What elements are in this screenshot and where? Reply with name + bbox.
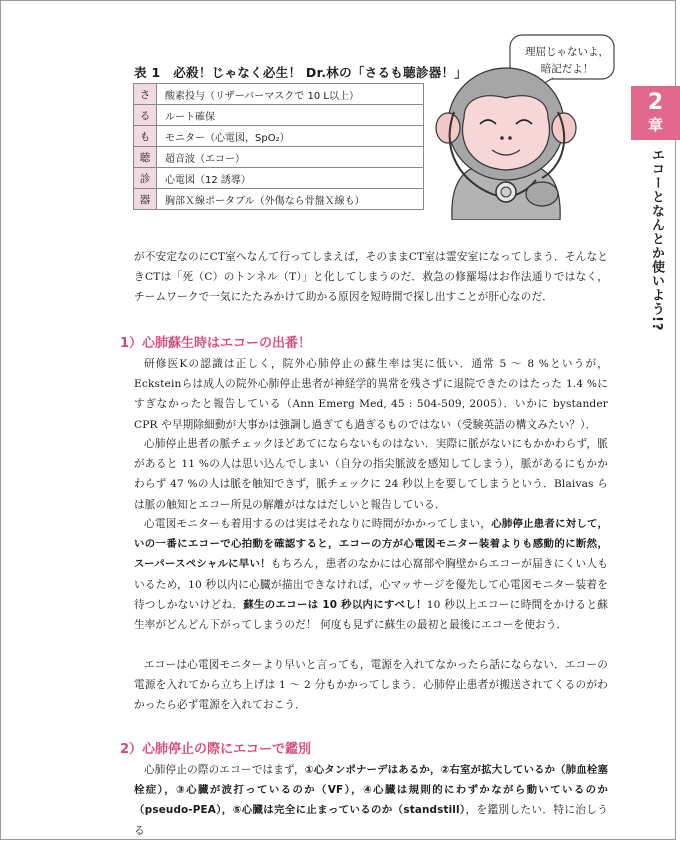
row-key: る	[134, 105, 157, 126]
chapter-number-box	[631, 86, 680, 140]
section1-heading: 1）心肺蘇生時はエコーの出番！	[120, 336, 312, 351]
p3-text-c: もちろん，患者のなかには心窩部や胸壁からエコーが届きにくい人もいるため，10 秒以内に心臓が描出できなければ，心マッサージを優先して心電図モニター装着を待つしかないけどね．	[134, 558, 608, 611]
bubble-line-2: 暗記だよ！	[540, 63, 594, 75]
monkey-doctor-illustration	[432, 62, 580, 220]
section2-heading: 2）心肺停止の際にエコーで鑑別	[120, 742, 312, 757]
row-value: 超音波（エコー）	[157, 147, 424, 168]
bubble-line-1: 理屈じゃないよ，	[525, 46, 609, 58]
table-row	[134, 147, 424, 168]
p3-text-e: 10 秒以上エコーに時間をかけると蘇生率がどんどん下がってしまうのだ！ 何度も見ずに蘇生の最初と最後にエコーを使おう．	[134, 598, 609, 632]
section1-paragraph-4: エコーは心電図モニターより早いと言っても，電源を入れてなかったら話にならない．エコーの電源を入れてから立ち上げは 1 〜 2 分もかかってしまう．心肺停止患者が搬送されてくるのがわかったら必ず電源を入れておこう．	[134, 659, 608, 712]
row-key: 聴	[134, 147, 157, 168]
section1-paragraph-2: 心肺停止患者の脈チェックほどあてにならないものはない．実際に脈がないにもかかわらず，脈があると 11 %の人は思い込んでしまい（自分の指尖脈波を感知してしまう），脈があるにもかかわらず 47 %の人は脈を触知できず，脈チェックに 24 秒以上を要してしまうという．Blaivas らは脈の触知とエコー所見の解離がはなはだしいと報告している．	[134, 438, 608, 511]
s2-bold-b: ①心タンポナーデはあるか，②右室が拡大しているか（肺血栓塞栓症），③心臓が波打っているのか（VF），④心臓は規則的にわずかながら動いているのか（pseudo-PEA），⑤心臓は完全に止まっているのか（standstill）	[134, 764, 608, 817]
chapter-label: 章	[647, 116, 663, 134]
row-key: さ	[134, 84, 157, 105]
row-key: も	[134, 126, 157, 147]
s2-text-a: 心肺停止の際のエコーではまず，	[144, 764, 305, 776]
row-value: ルート確保	[157, 105, 424, 126]
chapter-tab	[631, 76, 680, 496]
row-value: 心電図（12 誘導）	[157, 168, 424, 189]
chapter-title: エコーとなんとか使いよう!?	[649, 148, 664, 332]
table-row	[134, 105, 424, 126]
row-key: 器	[134, 189, 157, 210]
chapter-number: 2	[647, 90, 664, 115]
table-row	[134, 126, 424, 147]
sarumo-table	[133, 83, 424, 210]
section1-paragraph-1: 研修医Kの認識は正しく，院外心肺停止の蘇生率は実に低い．通常 5 〜 8 %というが，Ecksteinらは成人の院外心肺停止患者が神経学的異常を残さずに退院できたのはたった 1.4 %にすぎなかったと報告している（Ann Emerg Med, 45 : 504-509, 2005）．いかに bystander CPR や早期除細動が大事かは強調し過ぎても過ぎるものではない（受験英語の構文みたい？）．	[134, 358, 608, 431]
section2-paragraph-1	[134, 760, 608, 841]
row-value: 酸素投与（リザーバーマスクで 10 L以上）	[157, 84, 424, 105]
table-title: 表 1 必殺！じゃなく必生！ Dr.林の「さるも聴診器！」	[134, 65, 468, 80]
row-key: 診	[134, 168, 157, 189]
row-value: モニター（心電図，SpO₂）	[157, 126, 424, 147]
intro-paragraph: が不安定なのにCT室へなんて行ってしまえば，そのままCT室は霊安室になってしまう．そんなときCTは「死（C）のトンネル（T）」と化してしまうのだ．救急の修羅場はお作法通りではなく，チームワークで一気にたたみかけて助かる原因を短時間で探し出すことが肝心なのだ．	[134, 251, 608, 304]
p3-bold-d: 蘇生のエコーは 10 秒以内にすべし！	[243, 598, 427, 611]
section1-paragraph-3	[134, 514, 608, 635]
table-row	[134, 189, 424, 210]
row-value: 胸部Ｘ線ポータブル（外傷なら骨盤Ｘ線も）	[157, 189, 424, 210]
p3-bold-b: 心肺停止患者に対して，いの一番にエコーで心拍動を確認すると，エコーの方が心電図モニター装着よりも感動的に断然，スーパースペシャルに早い！	[134, 518, 609, 571]
table-row	[134, 168, 424, 189]
table-row	[134, 84, 424, 105]
s2-text-c: ，を鑑別したい．特に治しうる	[134, 804, 608, 837]
p3-text-a: 心電図モニターも着用するのは実はそれなりに時間がかかってしまい，	[144, 518, 492, 530]
